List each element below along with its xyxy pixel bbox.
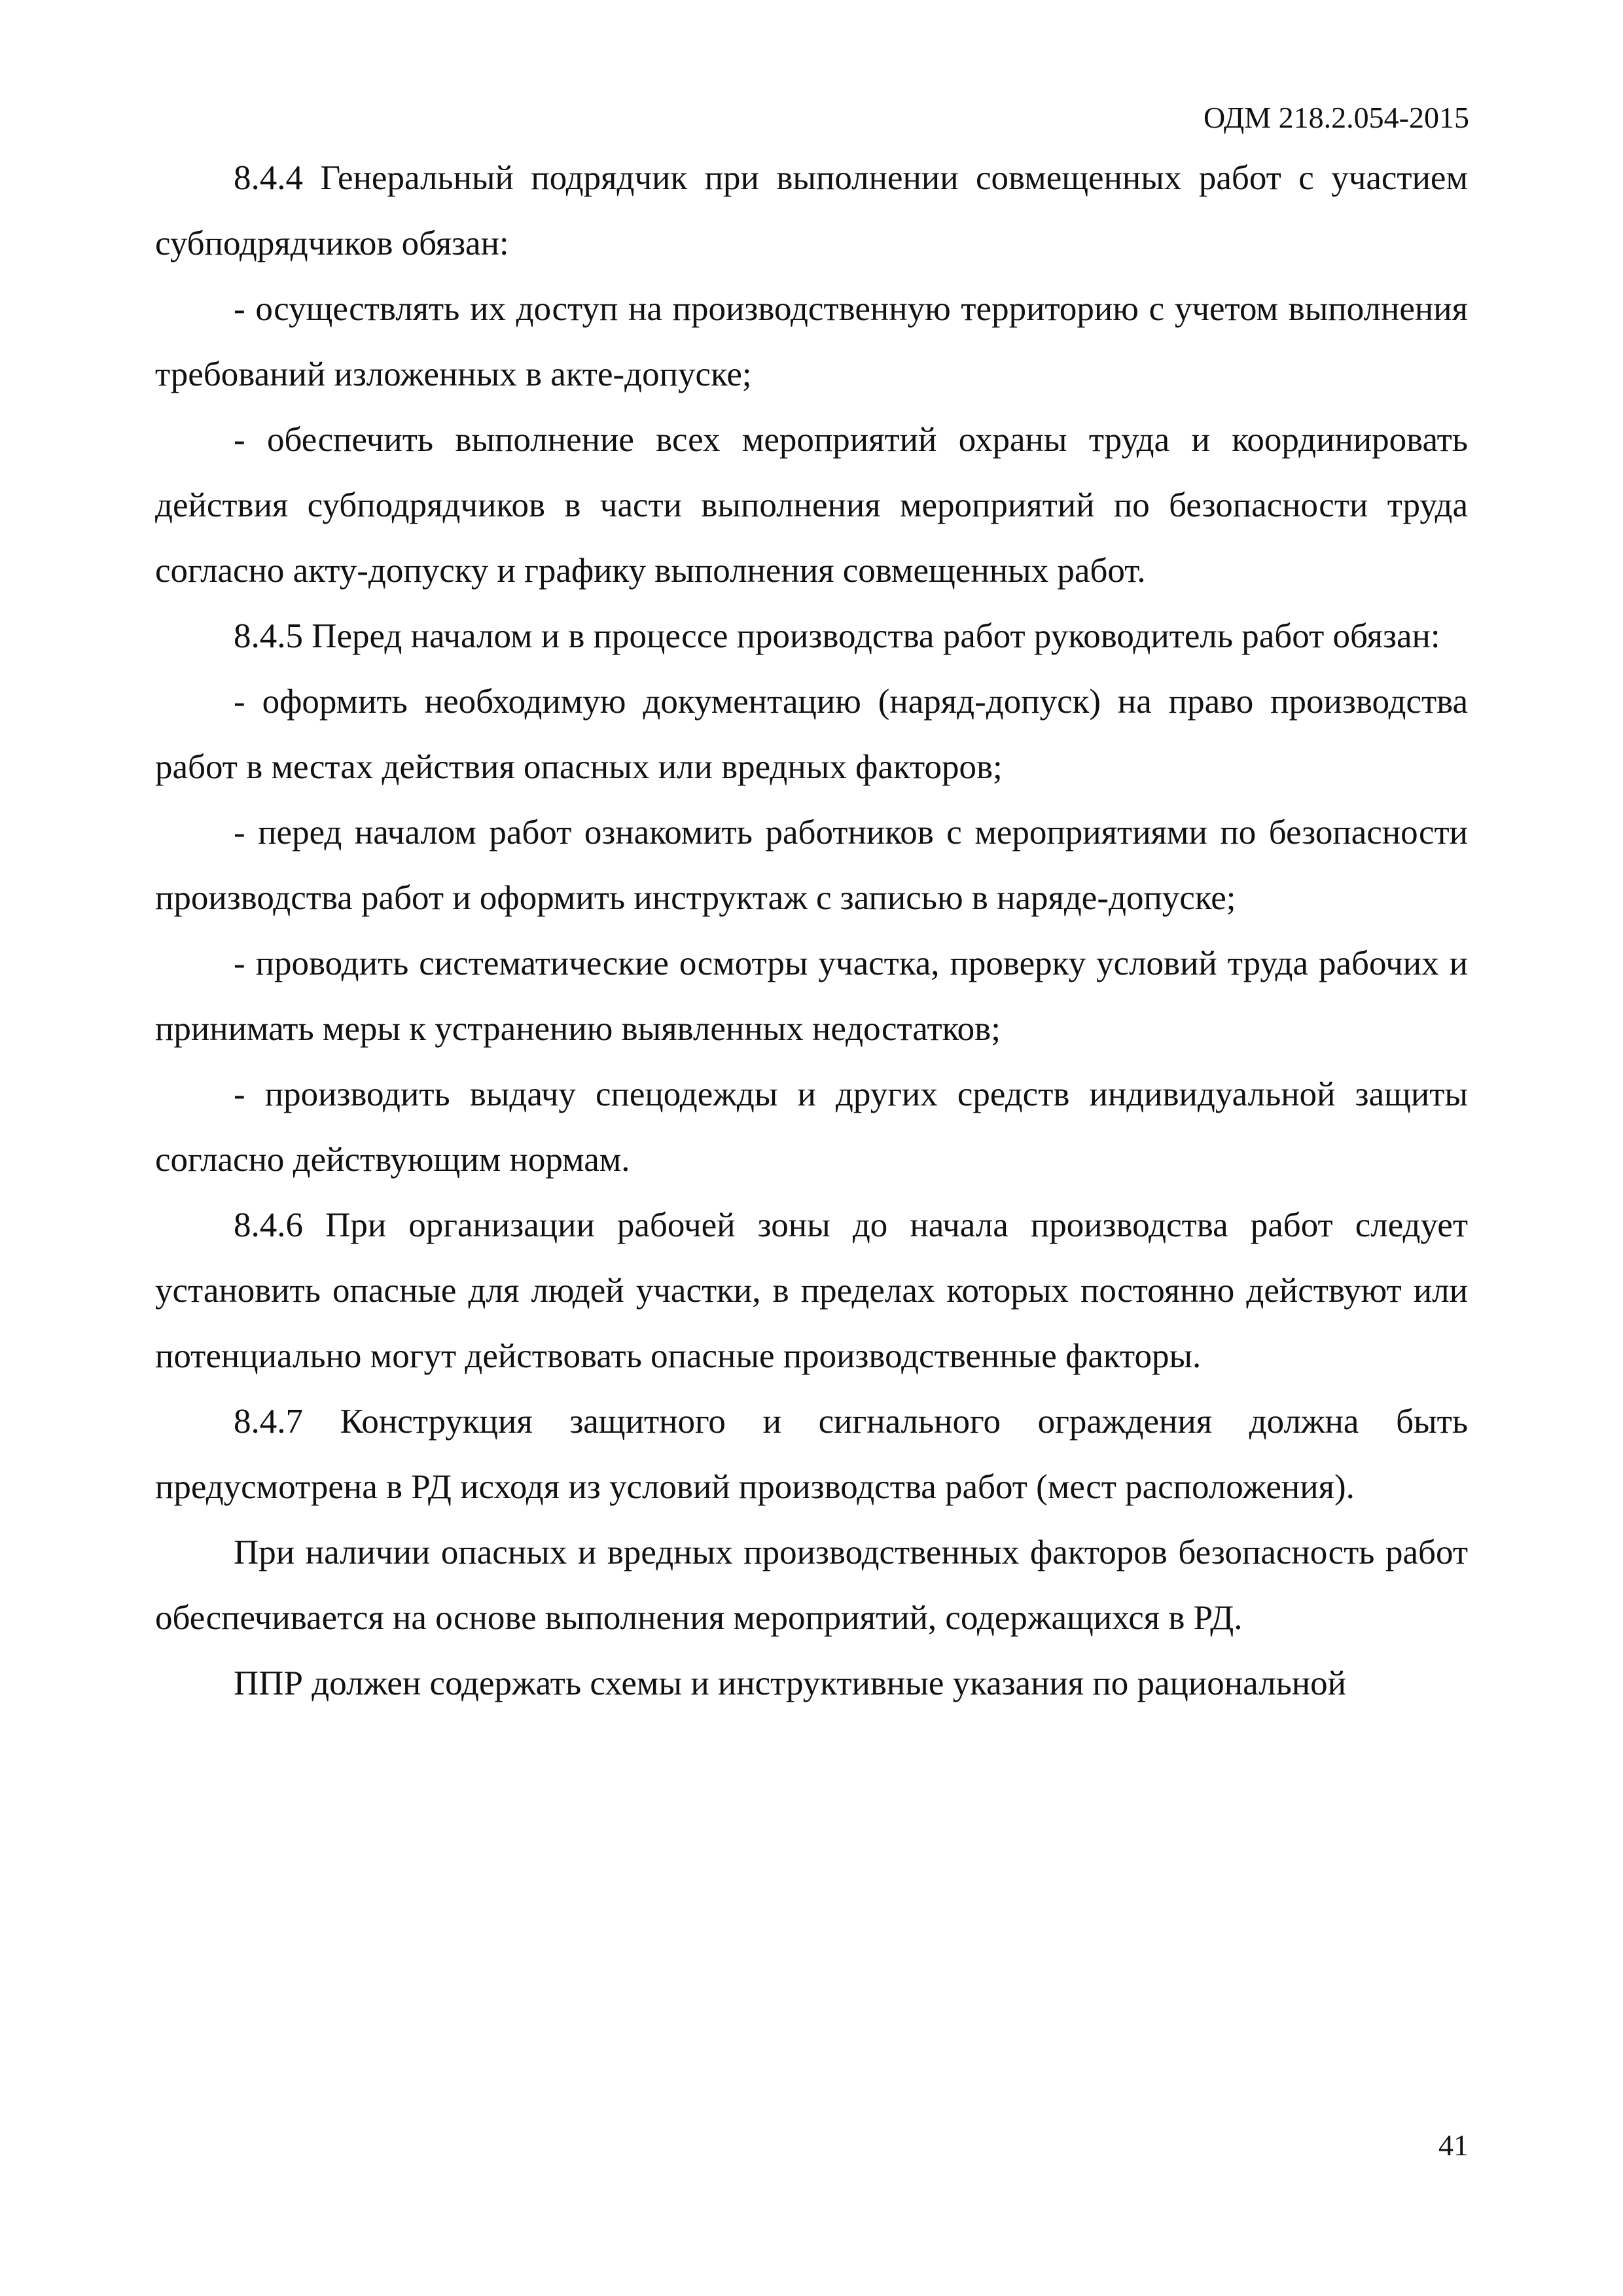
list-item-briefing: - перед началом работ ознакомить работников с мероприятиями по безопасности производства работ и оформить инструктаж с записью в наряде-допуске; <box>155 814 1468 917</box>
list-item-safety-measures: - обеспечить выполнение всех мероприятий охраны труда и координировать действия субподрядчиков в части выполнения мероприятий по безопасности труда согласно акту-допуску и графику выполнения совмещенных работ. <box>155 421 1468 590</box>
paragraph-8-4-4: 8.4.4 Генеральный подрядчик при выполнении совмещенных работ с участием субподрядчиков обязан: <box>155 159 1468 262</box>
list-item-documentation: - оформить необходимую документацию (наряд-допуск) на право производства работ в местах действия опасных или вредных факторов; <box>155 683 1468 786</box>
paragraph-hazard-factors: При наличии опасных и вредных производственных факторов безопасность работ обеспечивается на основе выполнения мероприятий, содержащихся в РД. <box>155 1534 1468 1637</box>
document-code: ОДМ 218.2.054-2015 <box>1203 101 1469 134</box>
list-item-inspections: - проводить систематические осмотры участка, проверку условий труда рабочих и принимать меры к устранению выявленных недостатков; <box>155 944 1468 1048</box>
paragraph-ppr: ППР должен содержать схемы и инструктивные указания по рациональной <box>234 1664 1346 1702</box>
paragraph-8-4-6: 8.4.6 При организации рабочей зоны до начала производства работ следует установить опасные для людей участки, в пределах которых постоянно действуют или потенциально могут действовать опасные производственные факторы. <box>155 1206 1468 1375</box>
list-item-access: - осуществлять их доступ на производственную территорию с учетом выполнения требований изложенных в акте-допуске; <box>155 290 1468 393</box>
page-number: 41 <box>1438 2128 1469 2162</box>
document-body <box>155 145 1468 1716</box>
list-item-protective-equipment: - производить выдачу спецодежды и других средств индивидуальной защиты согласно действующим нормам. <box>155 1075 1468 1179</box>
paragraph-8-4-7: 8.4.7 Конструкция защитного и сигнального ограждения должна быть предусмотрена в РД исходя из условий производства работ (мест расположения). <box>155 1403 1468 1506</box>
paragraph-8-4-5: 8.4.5 Перед началом и в процессе производства работ руководитель работ обязан: <box>234 617 1440 655</box>
